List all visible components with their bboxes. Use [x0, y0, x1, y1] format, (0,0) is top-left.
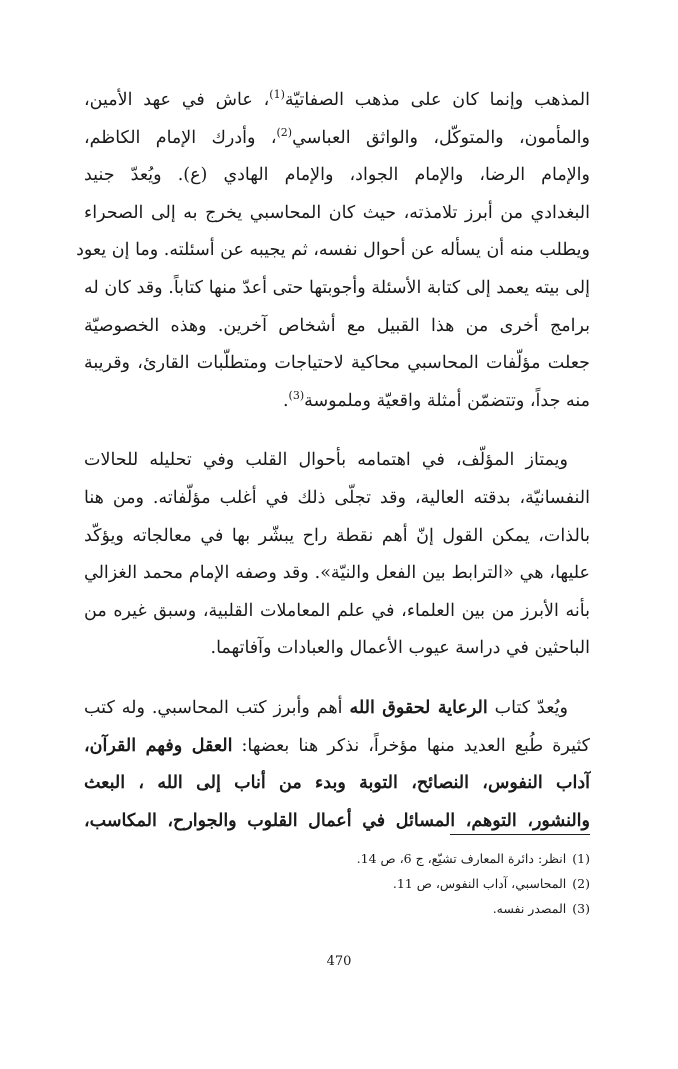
- paragraph-2: [84, 442, 590, 668]
- main-text: [76, 82, 590, 862]
- book-titles-line: والنشور، التوهم، المسائل في أعمال القلوب والجوارح، المكاسب،: [84, 810, 590, 831]
- book-title: الرعاية لحقوق الله: [349, 697, 488, 718]
- text-line: الباحثين في دراسة عيوب الأعمال والعبادات وآفاتهما.: [210, 638, 590, 659]
- footnote-item: [290, 846, 590, 871]
- text-line: ويمتاز المؤلّف، في اهتمامه بأحوال القلب وفي تحليله للحالات: [84, 450, 568, 471]
- paragraph-1: [76, 82, 590, 420]
- text-line: جعلت مؤلّفات المحاسبي محاكية لاحتياجات ومتطلّبات القارئ، وقريبة: [84, 353, 590, 374]
- text-line: منه جداً، وتتضمّن أمثلة واقعيّة وملموسة$^{(3)}$.: [282, 388, 590, 411]
- footnote-number: (2): [572, 876, 590, 891]
- footnote-item: [290, 896, 590, 921]
- paragraph-3: [84, 690, 590, 840]
- text-line: ويطلب منه أن يسأله عن أحوال نفسه، ثم يجيبه عن أسئلته. وما إن يعود: [76, 240, 590, 261]
- text-line: برامج أخرى من هذا القبيل مع أشخاص آخرين. وهذه الخصوصيّة: [84, 315, 590, 336]
- text-line: المذهب وإنما كان على مذهب الصفاتيّة$^{(1)}$، عاش في عهد الأمين،: [84, 88, 590, 110]
- page-number: 470: [326, 954, 352, 969]
- footnote-separator: [450, 834, 590, 835]
- footnotes: [290, 846, 590, 921]
- text-line: كثيرة طُبع العديد منها مؤخراً، نذكر هنا بعضها: العقل وفهم القرآن،: [84, 735, 590, 756]
- footnote-text: انظر: دائرة المعارف تشيّع، ج 6، ص 14.: [356, 851, 567, 866]
- footnote-mark[interactable]: (1): [269, 88, 285, 102]
- text-line: عليها، هي «الترابط بين الفعل والنيّة». وقد وصفه الإمام محمد الغزالي: [84, 563, 590, 584]
- text-line: بالذات، يمكن القول إنّ أهم نقطة راح يبشّر بها في معالجاته ويؤكّد: [84, 525, 590, 546]
- footnote-text: المحاسبي، آداب النفوس، ص 11.: [392, 876, 567, 891]
- text-line: ويُعدّ كتاب الرعاية لحقوق الله أهم وأبرز كتب المحاسبي. وله كتب: [84, 697, 568, 718]
- text-line: والمأمون، والمتوكّل، والواثق العباسي$^{(2)}$، وأدرك الإمام الكاظم،: [84, 125, 590, 148]
- footnote-mark[interactable]: (2): [276, 125, 293, 139]
- text-line: بأنه الأبرز من بين العلماء، في علم المعاملات القلبية، وسبق غيره من: [84, 600, 590, 621]
- footnote-mark[interactable]: (3): [288, 388, 305, 402]
- text-line: والإمام الرضا، والإمام الجواد، والإمام الهادي (ع). ويُعدّ جنيد: [84, 165, 590, 186]
- text-line: إلى بيته يعمد إلى كتابة الأسئلة وأجوبتها حتى أعدّ منها كتاباً. وقد كان له: [84, 277, 590, 298]
- footnote-text: المصدر نفسه.: [492, 901, 567, 916]
- text-line: البغدادي من أبرز تلامذته، حيث كان المحاسبي يخرج به إلى الصحراء: [84, 202, 590, 223]
- footnote-number: (3): [572, 901, 590, 916]
- footnote-item: [290, 871, 590, 896]
- book-title: العقل وفهم القرآن،: [84, 735, 233, 756]
- footnote-number: (1): [572, 851, 590, 866]
- book-titles-line: آداب النفوس، النصائح، التوبة وبدء من أناب إلى الله ، البعث: [84, 773, 590, 794]
- text-line: النفسانيّة، بدقته العالية، وقد تجلّى ذلك في أغلب مؤلّفاته. ومن هنا: [84, 487, 590, 508]
